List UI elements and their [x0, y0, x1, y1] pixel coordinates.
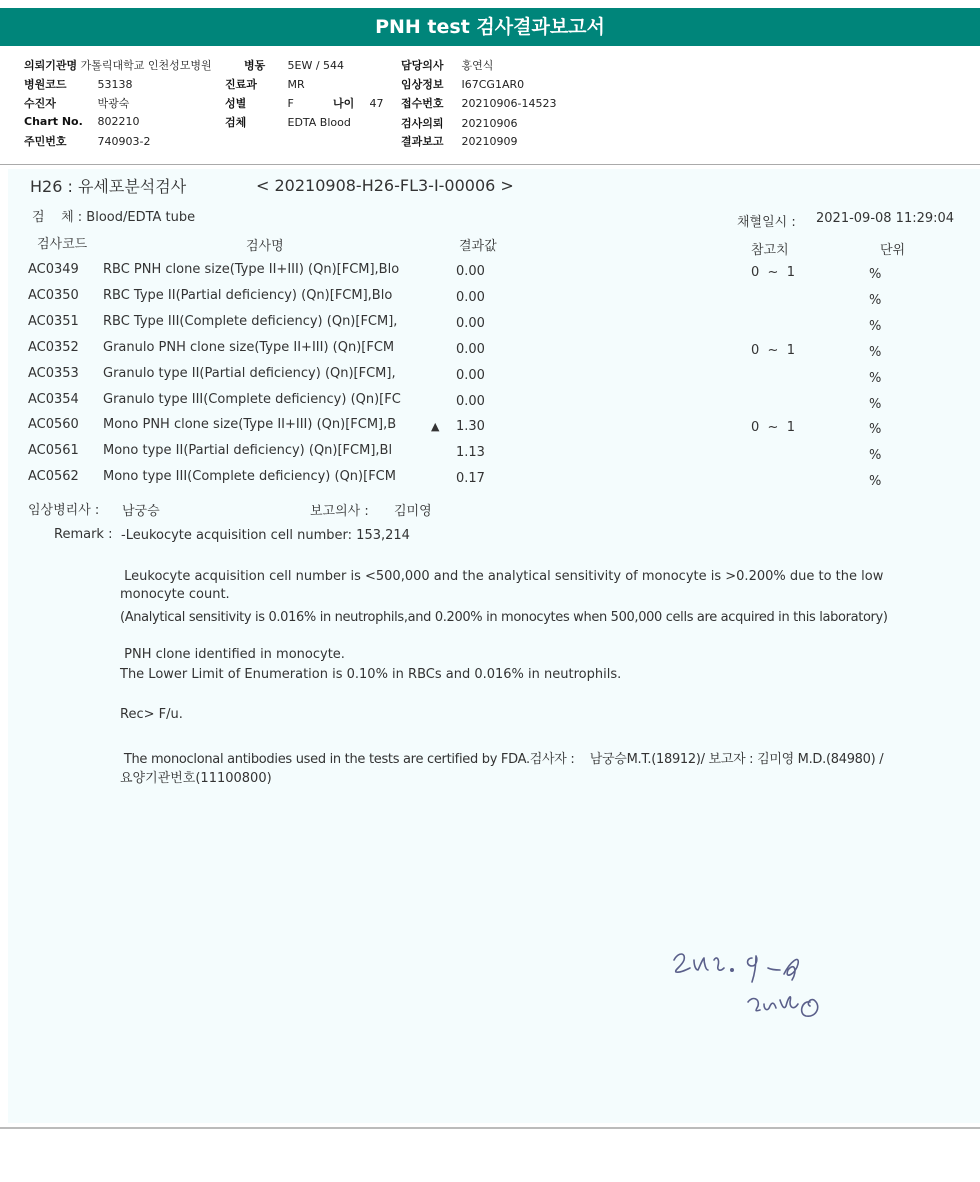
specimen-line: 검 체 : Blood/EDTA tube [32, 210, 196, 225]
receipt-no-label: 접수번호 [401, 97, 444, 110]
row-code: AC0353 [28, 365, 79, 381]
row-reference: 0 ~ 1 [751, 342, 795, 358]
remark-line: The monoclonal antibodies used in the tests are certified by FDA.검사자 : 남궁승M.T.(18912)/ 보고자 : 김미영 M.D.(84980) / [120, 752, 884, 767]
patient-label: 수진자 [24, 97, 56, 110]
row-result: 0.00 [456, 393, 485, 409]
row-test-name: RBC Type II(Partial deficiency) (Qn)[FCM],Blo [103, 287, 393, 303]
doctor-row [401, 57, 493, 73]
row-test-name: Granulo type III(Complete deficiency) (Qn)[FC [103, 391, 401, 407]
receipt-no-row [401, 95, 556, 111]
row-unit: % [869, 344, 882, 360]
resident-no-row [24, 133, 150, 149]
patient-info-panel [0, 48, 980, 165]
row-test-name: Mono type III(Complete deficiency) (Qn)[FCM [103, 469, 396, 485]
institution-label: 의뢰기관명 [24, 59, 78, 72]
remark-line: monocyte count. [120, 587, 230, 602]
row-code: AC0562 [28, 469, 79, 485]
institution-row [24, 57, 212, 73]
row-unit: % [869, 370, 882, 386]
report-date-value: 20210909 [461, 135, 518, 148]
sex-value: F [287, 97, 294, 110]
hospital-code-row [24, 76, 133, 92]
row-code: AC0350 [28, 287, 79, 303]
row-code: AC0351 [28, 313, 79, 329]
ward-label: 병동 [244, 59, 266, 72]
row-result: 0.00 [456, 289, 485, 305]
remark-line: The Lower Limit of Enumeration is 0.10% in RBCs and 0.016% in neutrophils. [120, 667, 622, 682]
row-result: 0.17 [456, 471, 485, 487]
specimen-row [225, 114, 351, 130]
age-value: 47 [369, 97, 384, 110]
row-unit: % [869, 267, 882, 282]
accession-number: < 20210908-H26-FL3-I-00006 > [256, 176, 514, 195]
sex-label: 성별 [225, 97, 247, 110]
department-value: MR [287, 78, 305, 91]
receipt-no-value: 20210906-14523 [461, 97, 557, 110]
row-unit: % [869, 396, 882, 412]
header-name: 검사명 [246, 239, 284, 254]
header-unit: 단위 [880, 243, 906, 258]
row-test-name: Mono PNH clone size(Type II+III) (Qn)[FCM],B [103, 417, 397, 433]
row-code: AC0561 [28, 443, 79, 459]
section-title: H26 : 유세포분석검사 [30, 177, 187, 196]
chart-label: Chart No. [24, 115, 83, 128]
row-result: 1.13 [456, 445, 485, 461]
chart-value: 802210 [97, 115, 140, 128]
patient-row [24, 95, 129, 111]
row-unit: % [869, 474, 882, 490]
row-result: 0.00 [456, 341, 485, 357]
resident-no-value: 740903-2 [97, 135, 151, 148]
remark-line: (Analytical sensitivity is 0.016% in neutrophils,and 0.200% in monocytes when 500,000 cells are acquired in this laboratory) [120, 610, 888, 625]
hospital-code-value: 53138 [97, 78, 133, 91]
request-date-value: 20210906 [461, 117, 518, 130]
sex-row [225, 95, 384, 111]
request-date-label: 검사의뢰 [401, 117, 444, 130]
row-code: AC0560 [28, 417, 79, 433]
collection-time: 2021-09-08 11:29:04 [816, 211, 955, 226]
row-result: 0.00 [456, 264, 485, 279]
remark-first-line: -Leukocyte acquisition cell number: 153,214 [121, 528, 410, 543]
specimen-value: EDTA Blood [287, 116, 351, 129]
row-result: 0.00 [456, 315, 485, 331]
row-abnormal-flag: ▲ [431, 420, 440, 434]
report-title: PNH test 검사결과보고서 [0, 8, 980, 46]
row-reference: 0 ~ 1 [751, 420, 795, 436]
remark-line: PNH clone identified in monocyte. [120, 647, 345, 662]
row-test-name: Granulo type II(Partial deficiency) (Qn)[FCM], [103, 365, 396, 381]
technologist-label: 임상병리사 : [28, 503, 100, 518]
bottom-divider [0, 1127, 980, 1129]
clinical-info-value: I67CG1AR0 [461, 78, 525, 91]
row-test-name: RBC Type III(Complete deficiency) (Qn)[FCM], [103, 313, 398, 329]
report-date-row [401, 133, 518, 149]
reporter-name: 김미영 [394, 504, 432, 519]
remark-line: Rec> F/u. [120, 707, 183, 722]
row-result: 0.00 [456, 367, 485, 383]
remark-line: 요양기관번호(11100800) [120, 771, 272, 786]
clinical-info-row [401, 76, 524, 92]
row-test-name: Mono type II(Partial deficiency) (Qn)[FCM],Bl [103, 443, 393, 459]
clinical-info-label: 임상정보 [401, 78, 444, 91]
ward-value: 5EW / 544 [287, 59, 345, 72]
technologist-name: 남궁승 [122, 504, 160, 519]
institution-value: 가톨릭대학교 인천성모병원 [80, 59, 212, 72]
row-code: AC0349 [28, 262, 79, 277]
row-result: 1.30 [456, 419, 485, 435]
report-date-label: 결과보고 [401, 135, 444, 148]
resident-no-label: 주민번호 [24, 135, 67, 148]
age-label: 나이 [333, 97, 355, 110]
row-unit: % [869, 448, 882, 464]
row-test-name: RBC PNH clone size(Type II+III) (Qn)[FCM],Blo [103, 262, 400, 277]
row-unit: % [869, 292, 882, 308]
patient-value: 박광숙 [97, 97, 130, 110]
row-unit: % [869, 318, 882, 334]
header-ref: 참고치 [751, 243, 789, 258]
row-unit: % [869, 422, 882, 438]
row-code: AC0352 [28, 339, 79, 355]
ward-row [244, 57, 344, 73]
specimen-label: 검체 [225, 116, 247, 129]
header-result: 결과값 [459, 239, 497, 254]
row-reference: 0 ~ 1 [751, 265, 795, 280]
doctor-label: 담당의사 [401, 59, 444, 72]
remark-label: Remark : [54, 527, 113, 542]
remark-line: Leukocyte acquisition cell number is <500,000 and the analytical sensitivity of monocyte is >0.200% due to the low [120, 569, 884, 584]
department-label: 진료과 [225, 78, 257, 91]
handwritten-signature [660, 940, 860, 1070]
collection-label: 채혈일시 : [737, 215, 796, 230]
request-date-row [401, 115, 518, 131]
chart-row [24, 115, 140, 128]
hospital-code-label: 병원코드 [24, 78, 67, 91]
row-test-name: Granulo PNH clone size(Type II+III) (Qn)[FCM [103, 339, 395, 355]
department-row [225, 76, 305, 92]
doctor-value: 홍연식 [461, 59, 494, 72]
reporter-label: 보고의사 : [310, 504, 369, 519]
row-code: AC0354 [28, 391, 79, 407]
header-code: 검사코드 [37, 237, 88, 252]
